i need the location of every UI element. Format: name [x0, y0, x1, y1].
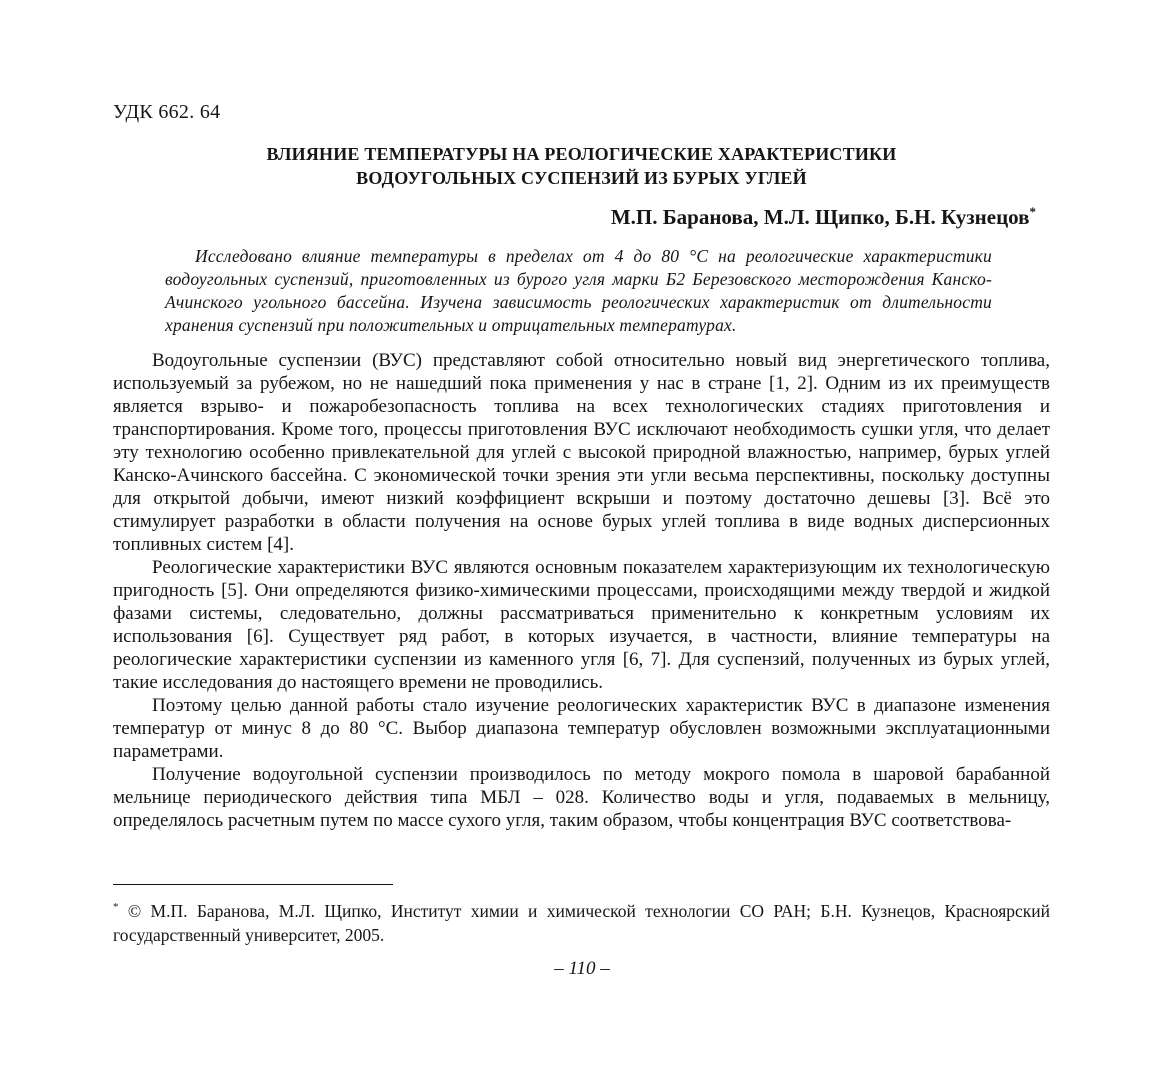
paper-title [113, 142, 1050, 190]
paper-title-line-2: ВОДОУГОЛЬНЫХ СУСПЕНЗИЙ ИЗ БУРЫХ УГЛЕЙ [356, 168, 807, 188]
footnote-block [113, 884, 1050, 947]
authors-line [113, 198, 1050, 231]
abstract-text: Исследовано влияние температуры в пределах от 4 до 80 °С на реологические характеристики водоугольных суспензий, приготовленных из бурого угля марки Б2 Березовского месторождения Канско-Ачинского угольного бассейна. Изучена зависимость реологических характеристик от длительности хранения суспензий при положительных и отрицательных температурах. [165, 246, 992, 335]
body-paragraph-1: Водоугольные суспензии (ВУС) представляют собой относительно новый вид энергетического топлива, используемый за рубежом, но не нашедший пока применения у нас в стране [1, 2]. Одним из их преимуществ является взрыво- и пожаробезопасность топлива на всех технологических стадиях приготовления и транспортирования. Кроме того, процессы приготовления ВУС исключают необходимость сушки угля, что делает эту технологию особенно привлекательной для углей с высокой природной влажностью, например, бурых углей Канско-Ачинского бассейна. С экономической точки зрения эти угли весьма перспективны, поскольку доступны для открытой добычи, имеют низкий коэффициент вскрыши и поэтому достаточно дешевы [3]. Всё это стимулирует разработки в области получения на основе бурых углей топлива в виде водных дисперсионных топливных систем [4]. [113, 350, 1050, 555]
paper-title-line-1: ВЛИЯНИЕ ТЕМПЕРАТУРЫ НА РЕОЛОГИЧЕСКИЕ ХАРАКТЕРИСТИКИ [266, 144, 897, 164]
page-content [113, 0, 1050, 832]
footnote-body: © М.П. Баранова, М.Л. Щипко, Институт химии и химической технологии СО РАН; Б.Н. Кузнецов, Красноярский государственный университет, 2005. [113, 900, 1051, 945]
body-paragraph-4: Получение водоугольной суспензии производилось по методу мокрого помола в шаровой барабанной мельнице периодического действия типа МБЛ – 028. Количество воды и угля, подаваемых в мельницу, определялось расчетным путем по массе сухого угля, таким образом, чтобы концентрация ВУС соответствова- [113, 764, 1050, 831]
authors-names: М.П. Баранова, М.Л. Щипко, Б.Н. Кузнецов [610, 205, 1030, 229]
footnote-mark: * [113, 901, 119, 913]
footnote-text [113, 895, 1050, 947]
body-paragraph-3: Поэтому целью данной работы стало изучение реологических характеристик ВУС в диапазоне изменения температур от минус 8 до 80 °С. Выбор диапазона температур обусловлен возможными эксплуатационными параметрами. [113, 695, 1050, 762]
footnote-separator-rule [113, 884, 393, 885]
authors-footnote-mark: * [1029, 204, 1036, 219]
body-paragraph-2: Реологические характеристики ВУС являются основным показателем характеризующим их технологическую пригодность [5]. Они определяются физико-химическими процессами, происходящими между твердой и жидкой фазами системы, следовательно, должны рассматриваться применительно к конкретным условиям их использования [6]. Существует ряд работ, в которых изучается, в частности, влияние температуры на реологические характеристики суспензии из каменного угля [6, 7]. Для суспензий, полученных из бурых углей, такие исследования до настоящего времени не проводились. [113, 557, 1050, 693]
page-number: – 110 – [554, 958, 610, 979]
udk-code: УДК 662. 64 [113, 101, 221, 123]
